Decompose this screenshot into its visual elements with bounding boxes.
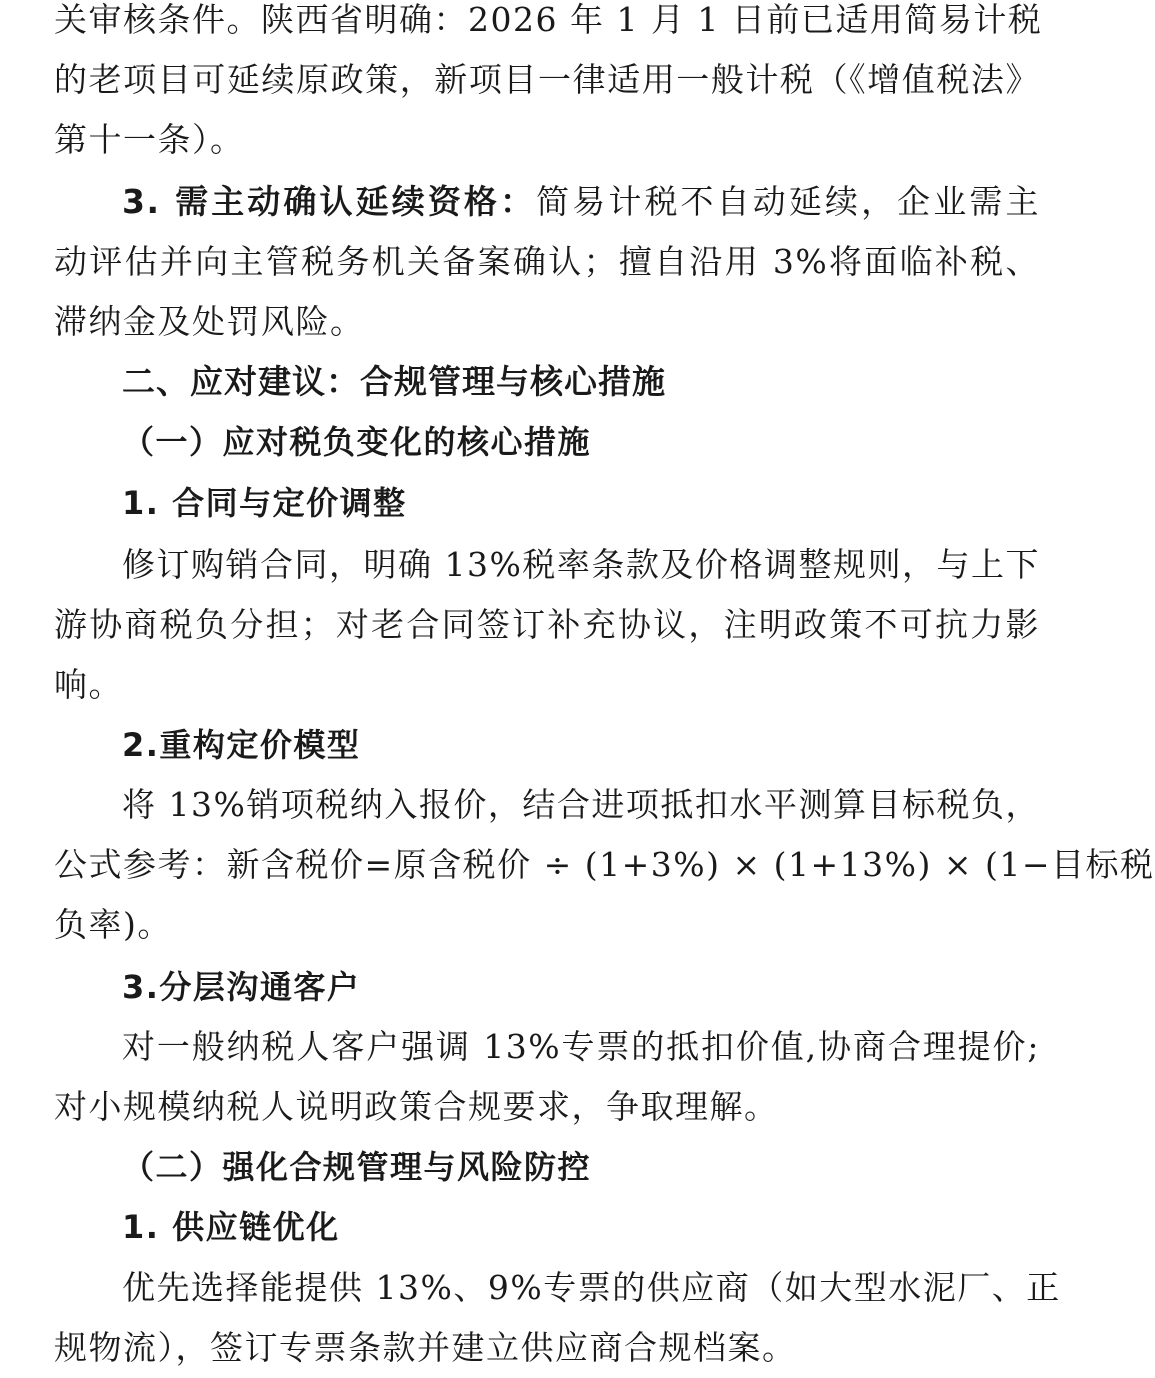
subsection-title: （二）强化合规管理与风险防控: [122, 1148, 592, 1186]
paragraph-line: 修订购销合同，明确 13%税率条款及价格调整规则，与上下: [122, 545, 1040, 584]
paragraph-line: 的老项目可延续原政策，新项目一律适用一般计税（《增值税法》: [54, 60, 1040, 99]
section-title: 二、应对建议：合规管理与核心措施: [122, 362, 666, 401]
paragraph-line: 优先选择能提供 13%、9%专票的供应商（如大型水泥厂、正: [122, 1268, 1061, 1307]
paragraph-line: 游协商税负分担；对老合同签订补充协议，注明政策不可抗力影: [54, 605, 1040, 644]
paragraph-line: 响。: [54, 665, 123, 704]
paragraph-line: 关审核条件。陕西省明确：2026 年 1 月 1 日前已适用简易计税: [54, 0, 1043, 39]
item-title: 1. 合同与定价调整: [122, 484, 407, 522]
paragraph-line: 动评估并向主管税务机关备案确认；擅自沿用 3%将面临补税、: [54, 242, 1040, 281]
paragraph-line: 滞纳金及处罚风险。: [54, 302, 365, 341]
paragraph-line: 规物流），签订专票条款并建立供应商合规档案。: [54, 1328, 797, 1367]
paragraph-line: 对一般纳税人客户强调 13%专票的抵扣价值,协商合理提价;: [122, 1027, 1040, 1066]
paragraph-line: 对小规模纳税人说明政策合规要求，争取理解。: [54, 1087, 779, 1126]
paragraph-line: [122, 172, 1040, 232]
item-title: 3.分层沟通客户: [122, 968, 361, 1006]
item-title: 2.重构定价模型: [122, 726, 361, 764]
paragraph-line: 第十一条）。: [54, 120, 245, 159]
paragraph-text: 简易计税不自动延续，企业需主: [536, 182, 1040, 221]
paragraph-line: 负率)。: [54, 905, 172, 944]
subsection-title: （一）应对税负变化的核心措施: [122, 423, 592, 461]
item-title: 1. 供应链优化: [122, 1208, 340, 1246]
paragraph-line: 公式参考：新含税价=原含税价 ÷ (1+3%) × (1+13%) × (1−目标税: [54, 845, 1155, 884]
paragraph-lead: 3. 需主动确认延续资格：: [122, 182, 537, 221]
paragraph-line: 将 13%销项税纳入报价，结合进项抵扣水平测算目标税负，: [122, 785, 1040, 824]
